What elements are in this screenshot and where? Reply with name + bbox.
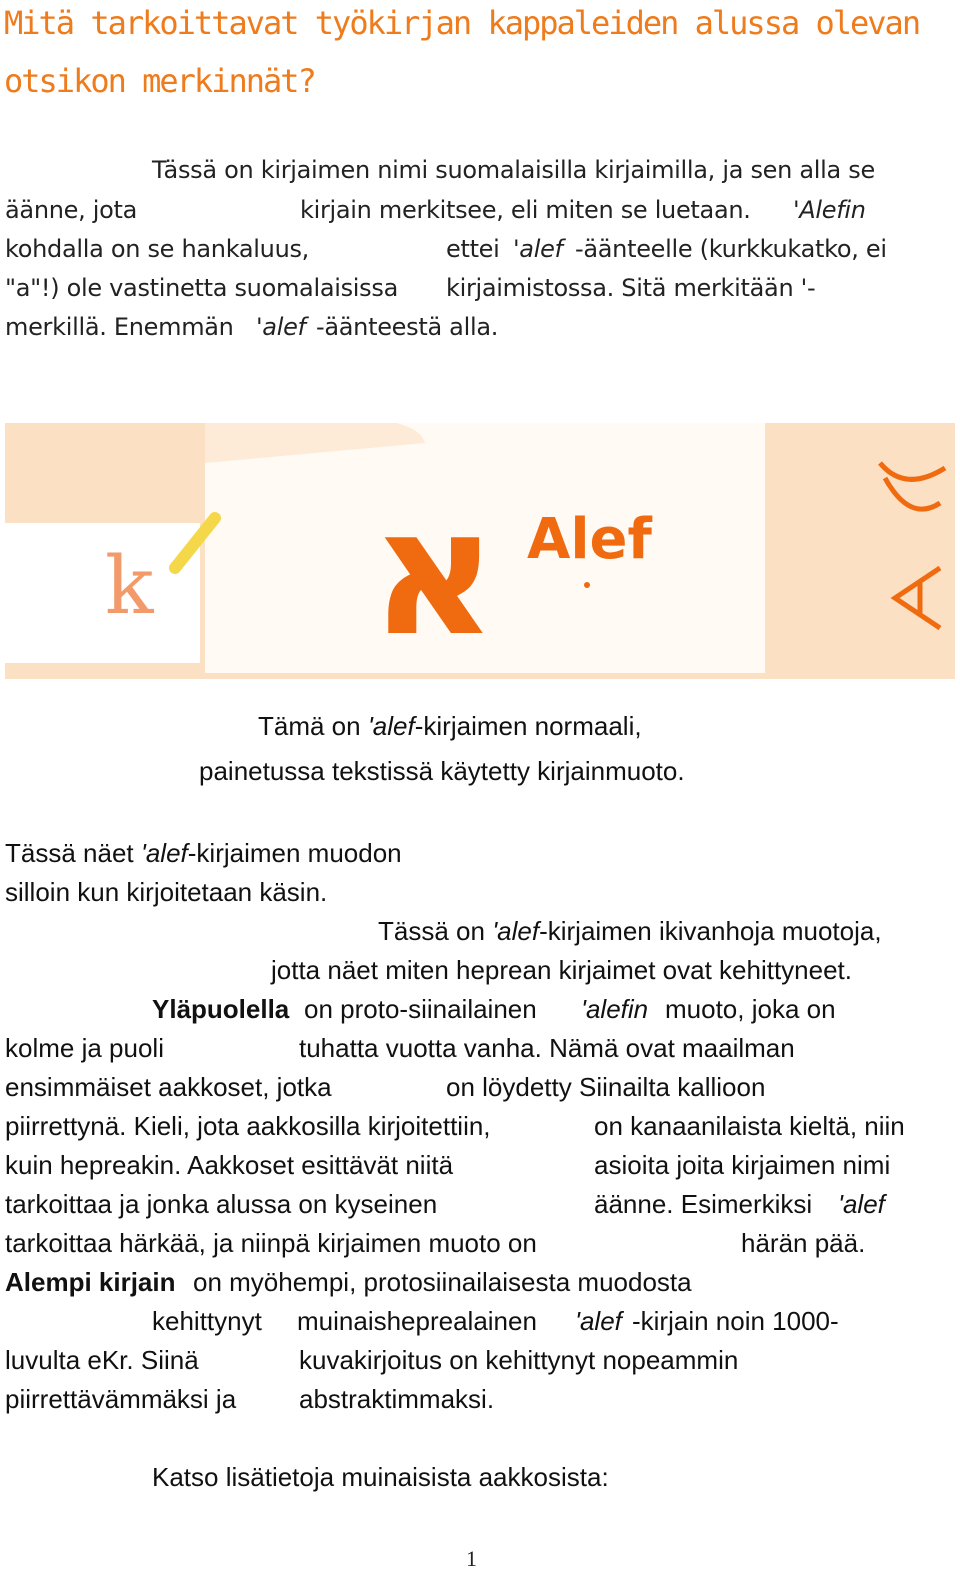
- intro-text: merkillä. Enemmän: [5, 313, 234, 341]
- body-text-fragment: muinaisheprealainen: [297, 1306, 537, 1336]
- body-text-fragment: Tässä on: [378, 916, 485, 946]
- body-text-fragment: -kirjain noin 1000-: [632, 1306, 839, 1336]
- alef-banner-image: [5, 423, 955, 679]
- body-bold: Alempi kirjain: [5, 1267, 176, 1297]
- body-line: jotta näet miten heprean kirjaimet ovat kehittyneet.: [271, 955, 852, 985]
- body-emphasis: 'alefin: [581, 994, 649, 1024]
- body-text-fragment: piirrettynä. Kieli, jota aakkosilla kirjoitettiin,: [5, 1111, 491, 1141]
- body-line: [378, 916, 882, 947]
- caption-line-2: painetussa tekstissä käytetty kirjainmuoto.: [199, 756, 685, 786]
- body-line: [5, 838, 402, 869]
- body-text-fragment: Tässä näet: [5, 838, 134, 868]
- body-text-fragment: on myöhempi, protosiinailaisesta muodosta: [193, 1267, 692, 1297]
- page-title-line-1: Mitä tarkoittavat työkirjan kappaleiden alussa olevan: [4, 4, 920, 42]
- body-text-fragment: tuhatta vuotta vanha. Nämä ovat maailman: [299, 1033, 795, 1063]
- intro-text: -äänteelle (kurkkukatko, ei: [575, 235, 887, 263]
- body-text-fragment: -kirjaimen muodon: [187, 838, 402, 868]
- body-text-fragment: -kirjaimen ikivanhoja muotoja,: [539, 916, 882, 946]
- intro-emphasis: 'Alefin: [793, 196, 866, 224]
- page-number: 1: [466, 1546, 477, 1571]
- body-text-fragment: tarkoittaa härkää, ja niinpä kirjaimen muoto on: [5, 1228, 537, 1258]
- intro-text: ettei: [446, 235, 500, 263]
- body-text-fragment: härän pää.: [741, 1228, 866, 1258]
- body-emphasis: 'alef: [140, 838, 188, 868]
- caption-emphasis: 'alef: [367, 711, 415, 741]
- body-text-fragment: piirrettävämmäksi ja: [5, 1384, 237, 1414]
- intro-text: äänne, jota: [5, 196, 138, 224]
- intro-emphasis: 'alef: [256, 313, 306, 341]
- body-bold: Yläpuolella: [152, 994, 290, 1024]
- intro-text: kohdalla on se hankaluus,: [5, 235, 310, 263]
- intro-text: kirjain merkitsee, eli miten se luetaan.: [300, 196, 751, 224]
- body-text-fragment: asioita joita kirjaimen nimi: [594, 1150, 891, 1180]
- body-text-fragment: abstraktimmaksi.: [299, 1384, 495, 1414]
- intro-text: kirjaimistossa. Sitä merkitään '-: [446, 274, 816, 302]
- body-text-fragment: kuvakirjoitus on kehittynyt nopeammin: [299, 1345, 739, 1375]
- intro-text: "a"!) ole vastinetta suomalaisissa: [5, 274, 398, 302]
- body-line-more-info: Katso lisätietoja muinaisista aakkosista:: [152, 1462, 609, 1492]
- intro-line-1: Tässä on kirjaimen nimi suomalaisilla kirjaimilla, ja sen alla se: [152, 156, 875, 184]
- body-text-fragment: kehittynyt: [152, 1306, 262, 1336]
- intro-emphasis: 'alef: [513, 235, 563, 263]
- body-text-fragment: kolme ja puoli: [5, 1033, 164, 1063]
- body-text-fragment: äänne. Esimerkiksi: [594, 1189, 813, 1219]
- body-text-fragment: muoto, joka on: [665, 994, 836, 1024]
- body-text-fragment: tarkoittaa ja jonka alussa on kyseinen: [5, 1189, 438, 1219]
- pronunciation-mark: [584, 582, 590, 588]
- body-text-fragment: on löydetty Siinailta kallioon: [446, 1072, 766, 1102]
- note-card-icon: [5, 518, 215, 663]
- body-text-fragment: on proto-siinailainen: [304, 994, 537, 1024]
- body-emphasis: 'alef: [492, 916, 540, 946]
- body-text-fragment: ensimmäiset aakkoset, jotka: [5, 1072, 332, 1102]
- alef-label: Alef: [527, 507, 652, 572]
- caption-text: -kirjaimen normaali,: [414, 711, 642, 741]
- note-letter: k: [105, 539, 154, 632]
- body-line: silloin kun kirjoitetaan käsin.: [5, 877, 328, 907]
- body-text-fragment: luvulta eKr. Siinä: [5, 1345, 199, 1375]
- intro-text: -äänteestä alla.: [316, 313, 499, 341]
- body-emphasis: 'alef: [838, 1189, 885, 1219]
- body-text-fragment: kuin hepreakin. Aakkoset esittävät niitä: [5, 1150, 454, 1180]
- body-emphasis: 'alef: [575, 1306, 622, 1336]
- caption-text: Tämä on: [258, 711, 361, 741]
- body-text-fragment: on kanaanilaista kieltä, niin: [594, 1111, 905, 1141]
- hebrew-alef-glyph: א: [370, 472, 498, 675]
- caption-line-1: [258, 711, 642, 742]
- page-title-line-2: otsikon merkinnät?: [4, 62, 315, 100]
